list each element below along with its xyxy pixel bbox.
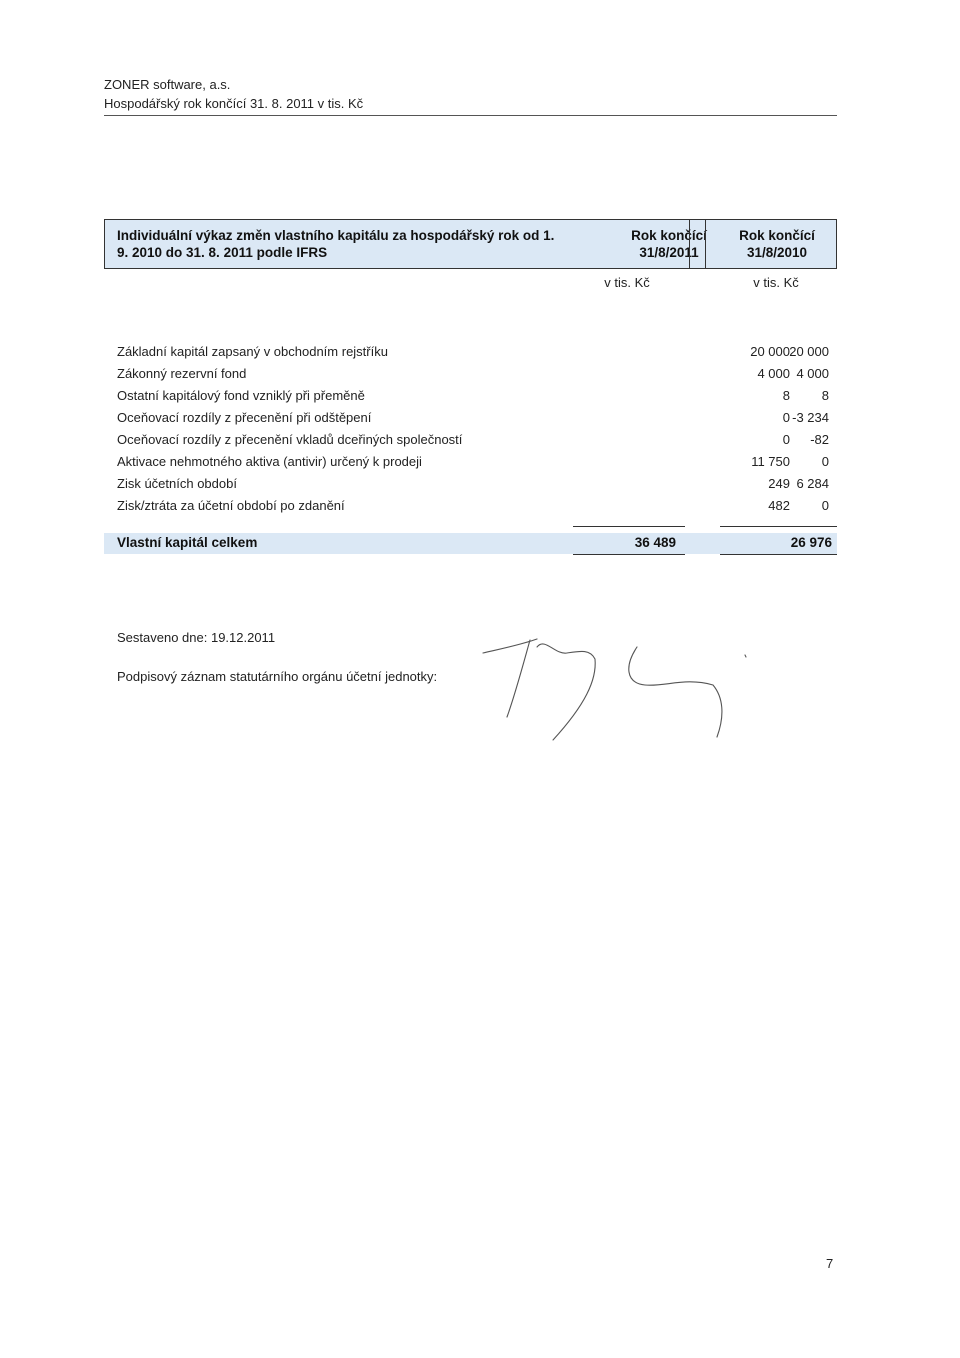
column-divider <box>705 220 706 268</box>
total-rule-2011 <box>573 526 685 527</box>
compiled-date: Sestaveno dne: 19.12.2011 <box>117 630 276 645</box>
total-value-2010: 26 976 <box>790 535 832 550</box>
table-row <box>117 410 829 432</box>
statement-title-box <box>104 219 837 269</box>
row-value-2010: -3 234 <box>792 410 829 425</box>
row-label: Základní kapitál zapsaný v obchodním rejstříku <box>117 344 388 359</box>
signature-label: Podpisový záznam statutárního orgánu účetní jednotky: <box>117 669 438 684</box>
unit-label-2010: v tis. Kč <box>753 275 799 290</box>
fiscal-period: Hospodářský rok končící 31. 8. 2011 v tis. Kč <box>104 96 364 111</box>
page-number: 7 <box>826 1256 834 1271</box>
table-row <box>117 498 829 520</box>
row-value-2010: 0 <box>821 454 829 469</box>
table-row <box>117 344 829 366</box>
row-value-2010: 4 000 <box>796 366 829 381</box>
total-value-2011: 36 489 <box>634 535 676 550</box>
column-header-2010: Rok končící 31/8/2010 <box>739 228 815 260</box>
row-label: Aktivace nehmotného aktiva (antivir) určený k prodeji <box>117 454 422 469</box>
company-name: ZONER software, a.s. <box>104 77 231 92</box>
row-value-2011: 8 <box>782 388 790 403</box>
row-label: Oceňovací rozdíly z přecenění vkladů dceřiných společností <box>117 432 463 447</box>
row-value-2011: 11 750 <box>751 454 790 469</box>
table-row <box>117 476 829 498</box>
row-label: Oceňovací rozdíly z přecenění při odštěpení <box>117 410 372 425</box>
row-value-2010: 0 <box>821 498 829 513</box>
total-underline-2011 <box>573 554 685 555</box>
signature-image <box>475 625 775 755</box>
total-label: Vlastní kapitál celkem <box>117 535 258 550</box>
row-label: Zisk/ztráta za účetní období po zdanění <box>117 498 345 513</box>
table-row <box>117 366 829 388</box>
row-value-2011: 0 <box>782 432 790 447</box>
row-value-2010: 6 284 <box>796 476 829 491</box>
table-row <box>117 388 829 410</box>
table-row <box>117 454 829 476</box>
row-value-2011: 249 <box>768 476 790 491</box>
row-value-2011: 4 000 <box>757 366 790 381</box>
column-divider <box>689 220 690 268</box>
statement-title: Individuální výkaz změn vlastního kapitálu za hospodářský rok od 1. 9. 2010 do 31. 8. 2011 podle IFRS <box>117 228 555 260</box>
row-value-2010: -82 <box>810 432 829 447</box>
table-row <box>117 432 829 454</box>
unit-label-2011: v tis. Kč <box>604 275 650 290</box>
row-value-2011: 482 <box>768 498 790 513</box>
total-row <box>104 533 837 554</box>
row-value-2011: 20 000 <box>750 344 790 359</box>
row-label: Zisk účetních období <box>117 476 237 491</box>
row-label: Ostatní kapitálový fond vzniklý při přeměně <box>117 388 365 403</box>
header-rule <box>104 115 837 116</box>
row-value-2011: 0 <box>782 410 790 425</box>
row-label: Zákonný rezervní fond <box>117 366 247 381</box>
total-rule-2010 <box>720 526 837 527</box>
total-underline-2010 <box>720 554 837 555</box>
column-header-2011: Rok končící 31/8/2011 <box>631 228 707 260</box>
row-value-2010: 20 000 <box>789 344 829 359</box>
row-value-2010: 8 <box>821 388 829 403</box>
